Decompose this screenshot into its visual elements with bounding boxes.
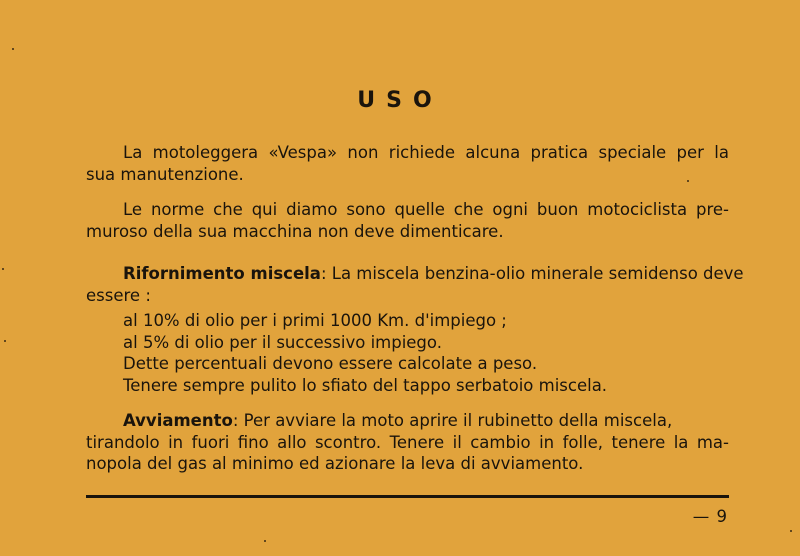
intro-line-2: sua manutenzione. xyxy=(86,164,244,184)
list-item: Tenere sempre pulito lo sfiato del tappo serbatoio miscela. xyxy=(123,375,608,395)
refuel-paragraph xyxy=(86,263,744,306)
list-item: al 5% di olio per il successivo impiego. xyxy=(123,332,442,352)
refuel-list xyxy=(123,310,723,396)
norms-line-1: Le norme che qui diamo sono quelle che ogni buon motociclista pre- xyxy=(123,200,729,219)
start-heading: Avviamento xyxy=(123,411,233,430)
paper-speck xyxy=(790,530,792,532)
intro-paragraph xyxy=(86,142,729,185)
page-number: — 9 xyxy=(692,507,728,526)
start-line-1 xyxy=(86,410,729,432)
start-paragraph xyxy=(86,410,729,475)
page-title: USO xyxy=(357,88,443,113)
refuel-line-1 xyxy=(86,263,744,285)
norms-line-2: muroso della sua macchina non deve dimenticare. xyxy=(86,221,504,241)
refuel-heading: Rifornimento miscela xyxy=(123,264,321,283)
start-line-2: tirandolo in fuori fino allo scontro. Tenere il cambio in folle, tenere la ma- xyxy=(86,432,729,452)
paper-speck xyxy=(4,340,6,342)
paper-speck xyxy=(264,540,266,542)
intro-line-1: La motoleggera «Vespa» non richiede alcuna pratica speciale per la xyxy=(123,143,729,162)
paper-speck xyxy=(12,48,14,50)
start-line-3: nopola del gas al minimo ed azionare la leva di avviamento. xyxy=(86,454,584,473)
footer-rule xyxy=(86,495,729,498)
paper-speck xyxy=(687,180,689,182)
list-item: al 10% di olio per i primi 1000 Km. d'impiego ; xyxy=(123,311,507,330)
refuel-line-2: essere : xyxy=(86,285,151,305)
norms-paragraph xyxy=(86,199,729,242)
list-item: Dette percentuali devono essere calcolate a peso. xyxy=(123,354,538,373)
refuel-text-line-1: : La miscela benzina-olio minerale semidenso deve xyxy=(320,264,744,283)
paper-speck xyxy=(2,268,4,270)
start-text-line-1: : Per avviare la moto aprire il rubinetto della miscela, xyxy=(232,411,673,430)
